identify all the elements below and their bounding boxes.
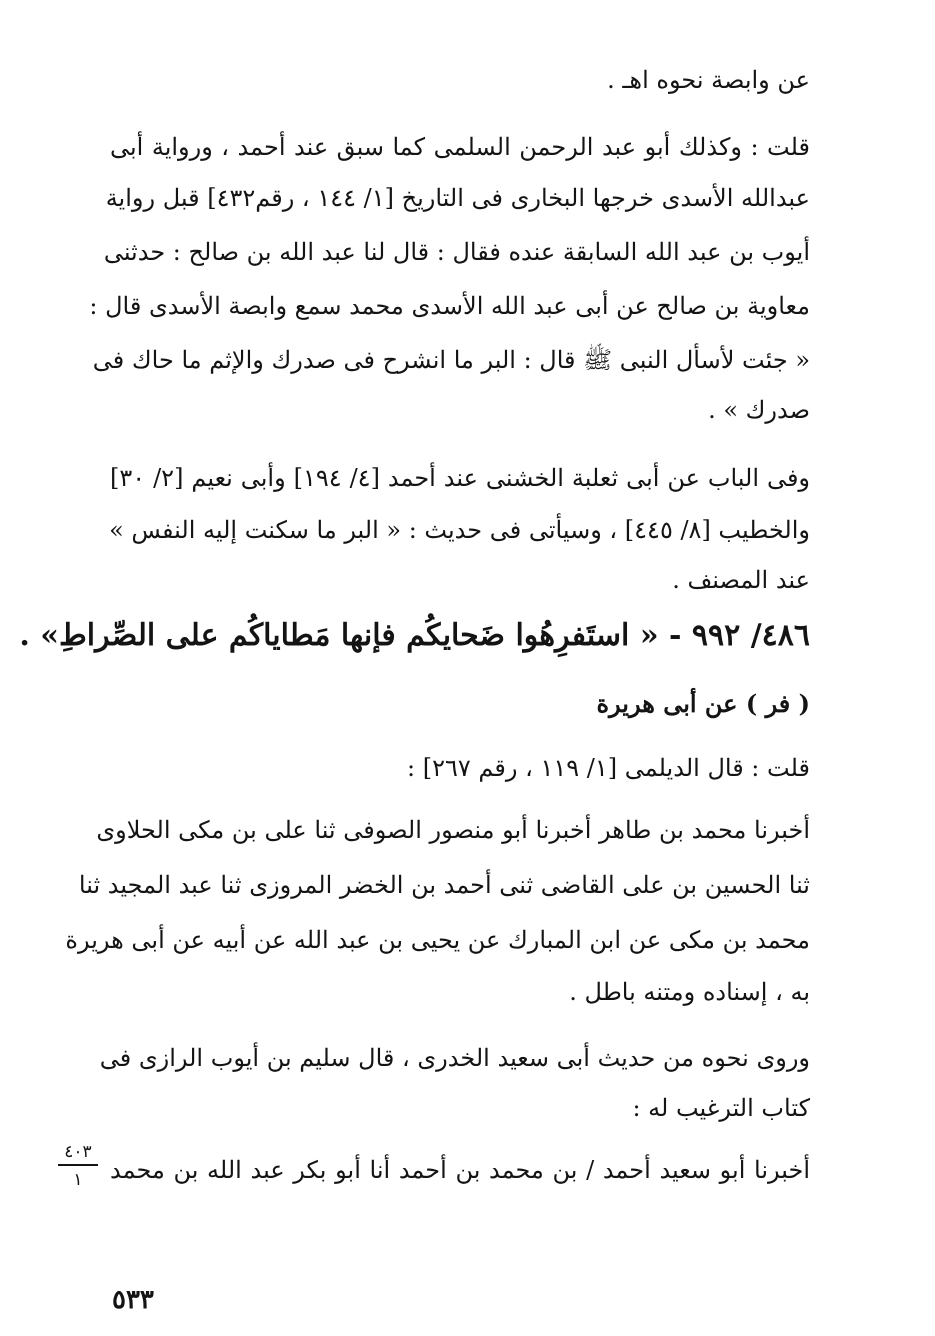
text-line-1: عن وابصة نحوه اهـ . — [607, 66, 810, 94]
text-line-7: صدرك » . — [708, 396, 810, 424]
text-line-9: والخطيب [٨/ ٤٤٥] ، وسيأتى فى حديث : « البر ما سكنت إليه النفس » — [109, 516, 810, 544]
text-line-4: أيوب بن عبد الله السابقة عنده فقال : قال لنا عبد الله بن صالح : حدثنى — [103, 238, 810, 266]
margin-folio-note — [58, 1142, 98, 1190]
text-line-18: وروى نحوه من حديث أبى سعيد الخدرى ، قال سليم بن أيوب الرازى فى — [99, 1044, 810, 1072]
text-line-20: أخبرنا أبو سعيد أحمد / بن محمد بن أحمد أنا أبو بكر عبد الله بن محمد — [110, 1156, 810, 1184]
text-line-13: قلت : قال الديلمى [١/ ١١٩ ، رقم ٢٦٧] : — [407, 754, 810, 782]
text-line-17: به ، إسناده ومتنه باطل . — [569, 978, 810, 1006]
text-line-8: وفى الباب عن أبى ثعلبة الخشنى عند أحمد [٤/ ١٩٤] وأبى نعيم [٢/ ٣٠] — [110, 464, 811, 492]
text-line-2: قلت : وكذلك أبو عبد الرحمن السلمى كما سبق عند أحمد ، ورواية أبى — [110, 133, 811, 161]
text-line-3: عبدالله الأسدى خرجها البخارى فى التاريخ [١/ ١٤٤ ، رقم٤٣٢] قبل رواية — [105, 184, 810, 212]
margin-note-bottom: ١ — [73, 1170, 83, 1190]
page-number: ٥٣٣ — [112, 1285, 154, 1315]
text-line-10: عند المصنف . — [672, 566, 810, 594]
text-line-15: ثنا الحسين بن على القاضى ثنى أحمد بن الخضر المروزى ثنا عبد المجيد ثنا — [78, 871, 810, 899]
text-line-14: أخبرنا محمد بن طاهر أخبرنا أبو منصور الصوفى ثنا على بن مكى الحلاوى — [96, 816, 810, 844]
margin-note-top: ٤٠٣ — [64, 1142, 92, 1162]
hadith-heading: ٤٨٦/ ٩٩٢ - « استَفرِهُوا ضَحايكُم فإنها مَطاياكُم على الصِّراطِ» . — [19, 618, 810, 653]
source-attribution: ( فر ) عن أبى هريرة — [596, 689, 810, 718]
text-line-5: معاوية بن صالح عن أبى عبد الله الأسدى محمد سمع وابصة الأسدى قال : — [89, 292, 810, 320]
margin-note-rule — [58, 1164, 98, 1166]
text-line-16: محمد بن مكى عن ابن المبارك عن يحيى بن عبد الله عن أبيه عن أبى هريرة — [65, 926, 810, 954]
text-line-19: كتاب الترغيب له : — [632, 1094, 810, 1122]
text-line-6: « جئت لأسأل النبى ﷺ قال : البر ما انشرح فى صدرك والإثم ما حاك فى — [92, 346, 810, 374]
